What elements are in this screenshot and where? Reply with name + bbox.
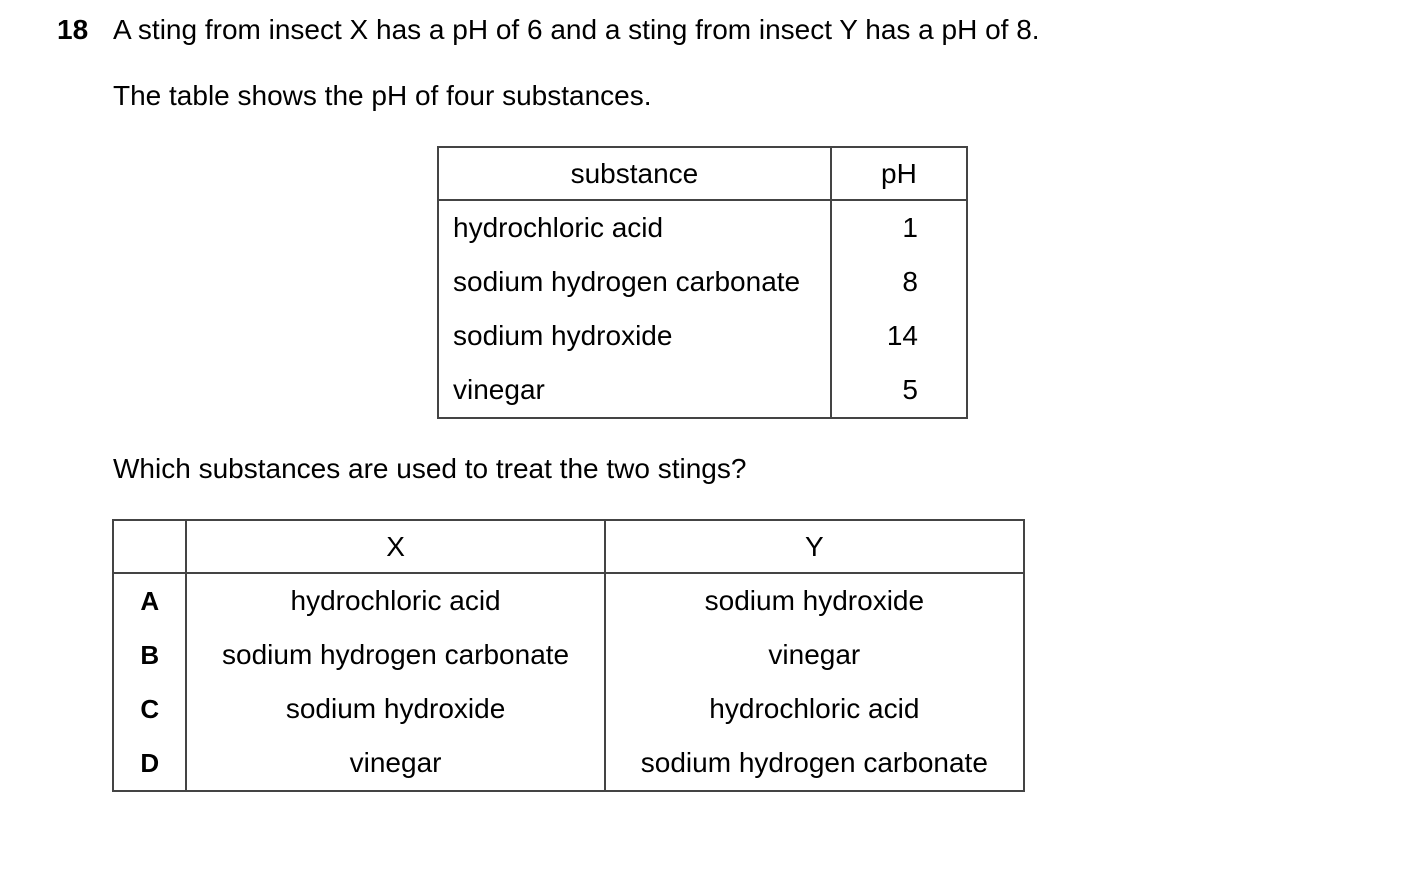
substance-header: substance — [438, 147, 831, 200]
ph-table-header-row — [438, 147, 967, 200]
options-table — [112, 519, 1025, 792]
option-letter: D — [113, 736, 186, 791]
option-x-cell: vinegar — [186, 736, 604, 791]
option-row-b[interactable] — [113, 628, 1024, 682]
question-number: 18 — [57, 14, 89, 45]
option-y-cell: vinegar — [768, 639, 861, 670]
option-x-cell: sodium hydroxide — [186, 682, 604, 736]
option-row-d[interactable] — [113, 736, 1024, 791]
substance-cell: sodium hydroxide — [438, 309, 831, 363]
table-row — [438, 200, 967, 255]
ph-table — [437, 146, 968, 419]
table-intro: The table shows the pH of four substances. — [113, 80, 652, 111]
ph-header: pH — [831, 147, 967, 200]
table-row — [438, 363, 967, 418]
substance-cell: hydrochloric acid — [438, 200, 831, 255]
ph-cell: 8 — [902, 266, 918, 297]
question-prompt: Which substances are used to treat the two stings? — [113, 453, 747, 484]
option-y-cell: hydrochloric acid — [709, 693, 920, 724]
option-letter: B — [113, 628, 186, 682]
y-header: Y — [605, 520, 1024, 573]
option-letter: A — [113, 573, 186, 628]
option-y-cell: sodium hydroxide — [704, 585, 925, 616]
ph-cell: 5 — [902, 374, 918, 405]
question-stem: A sting from insect X has a pH of 6 and a sting from insect Y has a pH of 8. — [113, 14, 1040, 45]
x-header: X — [186, 520, 604, 573]
options-header-row — [113, 520, 1024, 573]
option-y-cell: sodium hydrogen carbonate — [640, 747, 988, 778]
substance-cell: vinegar — [438, 363, 831, 418]
ph-cell: 14 — [886, 320, 918, 351]
option-row-a[interactable] — [113, 573, 1024, 628]
substance-cell: sodium hydrogen carbonate — [438, 255, 831, 309]
table-row — [438, 309, 967, 363]
option-x-cell: hydrochloric acid — [186, 573, 604, 628]
option-row-c[interactable] — [113, 682, 1024, 736]
table-row — [438, 255, 967, 309]
option-letter: C — [113, 682, 186, 736]
letter-header — [113, 520, 186, 573]
ph-cell: 1 — [902, 212, 918, 243]
option-x-cell: sodium hydrogen carbonate — [186, 628, 604, 682]
